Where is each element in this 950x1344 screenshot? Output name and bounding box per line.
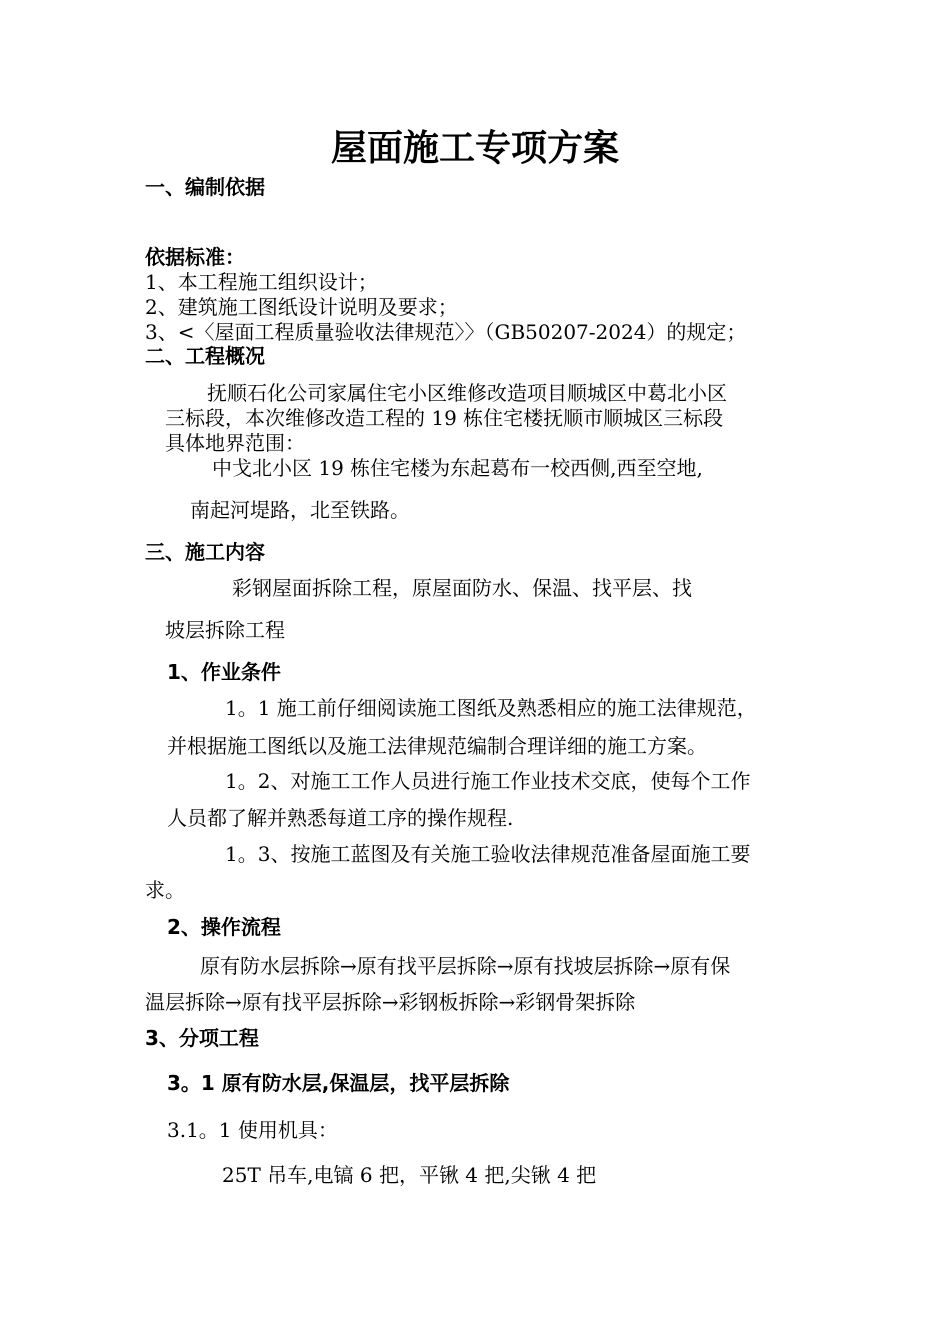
work-conditions-heading: 1、作业条件 bbox=[167, 660, 281, 684]
process-line-2: 温层拆除→原有找平层拆除→彩钢板拆除→彩钢骨架拆除 bbox=[145, 990, 636, 1014]
condition-line-4: 人员都了解并熟悉每道工序的操作规程. bbox=[167, 806, 514, 830]
tools-label: 3.1。1 使用机具： bbox=[167, 1118, 338, 1142]
condition-line-3: 1。2、对施工工作人员进行施工作业技术交底，使每个工作 bbox=[225, 769, 751, 793]
condition-line-6: 求。 bbox=[145, 878, 185, 902]
basis-item-3: 3、<〈屋面工程质量验收法律规范〉〉（GB50207-2024）的规定； bbox=[145, 320, 747, 344]
overview-line-2: 三标段，本次维修改造工程的 19 栋住宅楼抚顺市顺城区三标段 bbox=[165, 406, 724, 430]
basis-item-2: 2、建筑施工图纸设计说明及要求； bbox=[145, 295, 458, 319]
tools-list: 25T 吊车,电镐 6 把，平锹 4 把,尖锹 4 把 bbox=[222, 1163, 597, 1187]
overview-line-5: 南起河堤路，北至铁路。 bbox=[190, 498, 410, 522]
section-1-heading: 一、编制依据 bbox=[145, 175, 265, 199]
demolition-heading: 3。1 原有防水层,保温层，找平层拆除 bbox=[167, 1071, 510, 1095]
section-2-heading: 二、工程概况 bbox=[145, 344, 265, 368]
basis-item-1: 1、本工程施工组织设计； bbox=[145, 270, 378, 294]
process-heading: 2、操作流程 bbox=[167, 915, 281, 939]
content-line-1: 彩钢屋面拆除工程，原屋面防水、保温、找平层、找 bbox=[232, 576, 692, 600]
overview-line-1: 抚顺石化公司家属住宅小区维修改造项目顺城区中葛北小区 bbox=[207, 381, 727, 405]
condition-line-2: 并根据施工图纸以及施工法律规范编制合理详细的施工方案。 bbox=[167, 734, 707, 758]
overview-line-3: 具体地界范围： bbox=[165, 431, 305, 455]
condition-line-1: 1。1 施工前仔细阅读施工图纸及熟悉相应的施工法律规范， bbox=[225, 696, 757, 720]
basis-standard-heading: 依据标准： bbox=[145, 245, 245, 269]
process-line-1: 原有防水层拆除→原有找平层拆除→原有找坡层拆除→原有保 bbox=[200, 954, 731, 978]
condition-line-5: 1。3、按施工蓝图及有关施工验收法律规范准备屋面施工要 bbox=[225, 842, 751, 866]
overview-line-4: 中戈北小区 19 栋住宅楼为东起葛布一校西侧,西至空地, bbox=[212, 456, 703, 480]
page-title: 屋面施工专项方案 bbox=[330, 127, 619, 169]
subproject-heading: 3、分项工程 bbox=[145, 1026, 259, 1050]
section-3-heading: 三、施工内容 bbox=[145, 540, 265, 564]
content-line-2: 坡层拆除工程 bbox=[165, 618, 285, 642]
